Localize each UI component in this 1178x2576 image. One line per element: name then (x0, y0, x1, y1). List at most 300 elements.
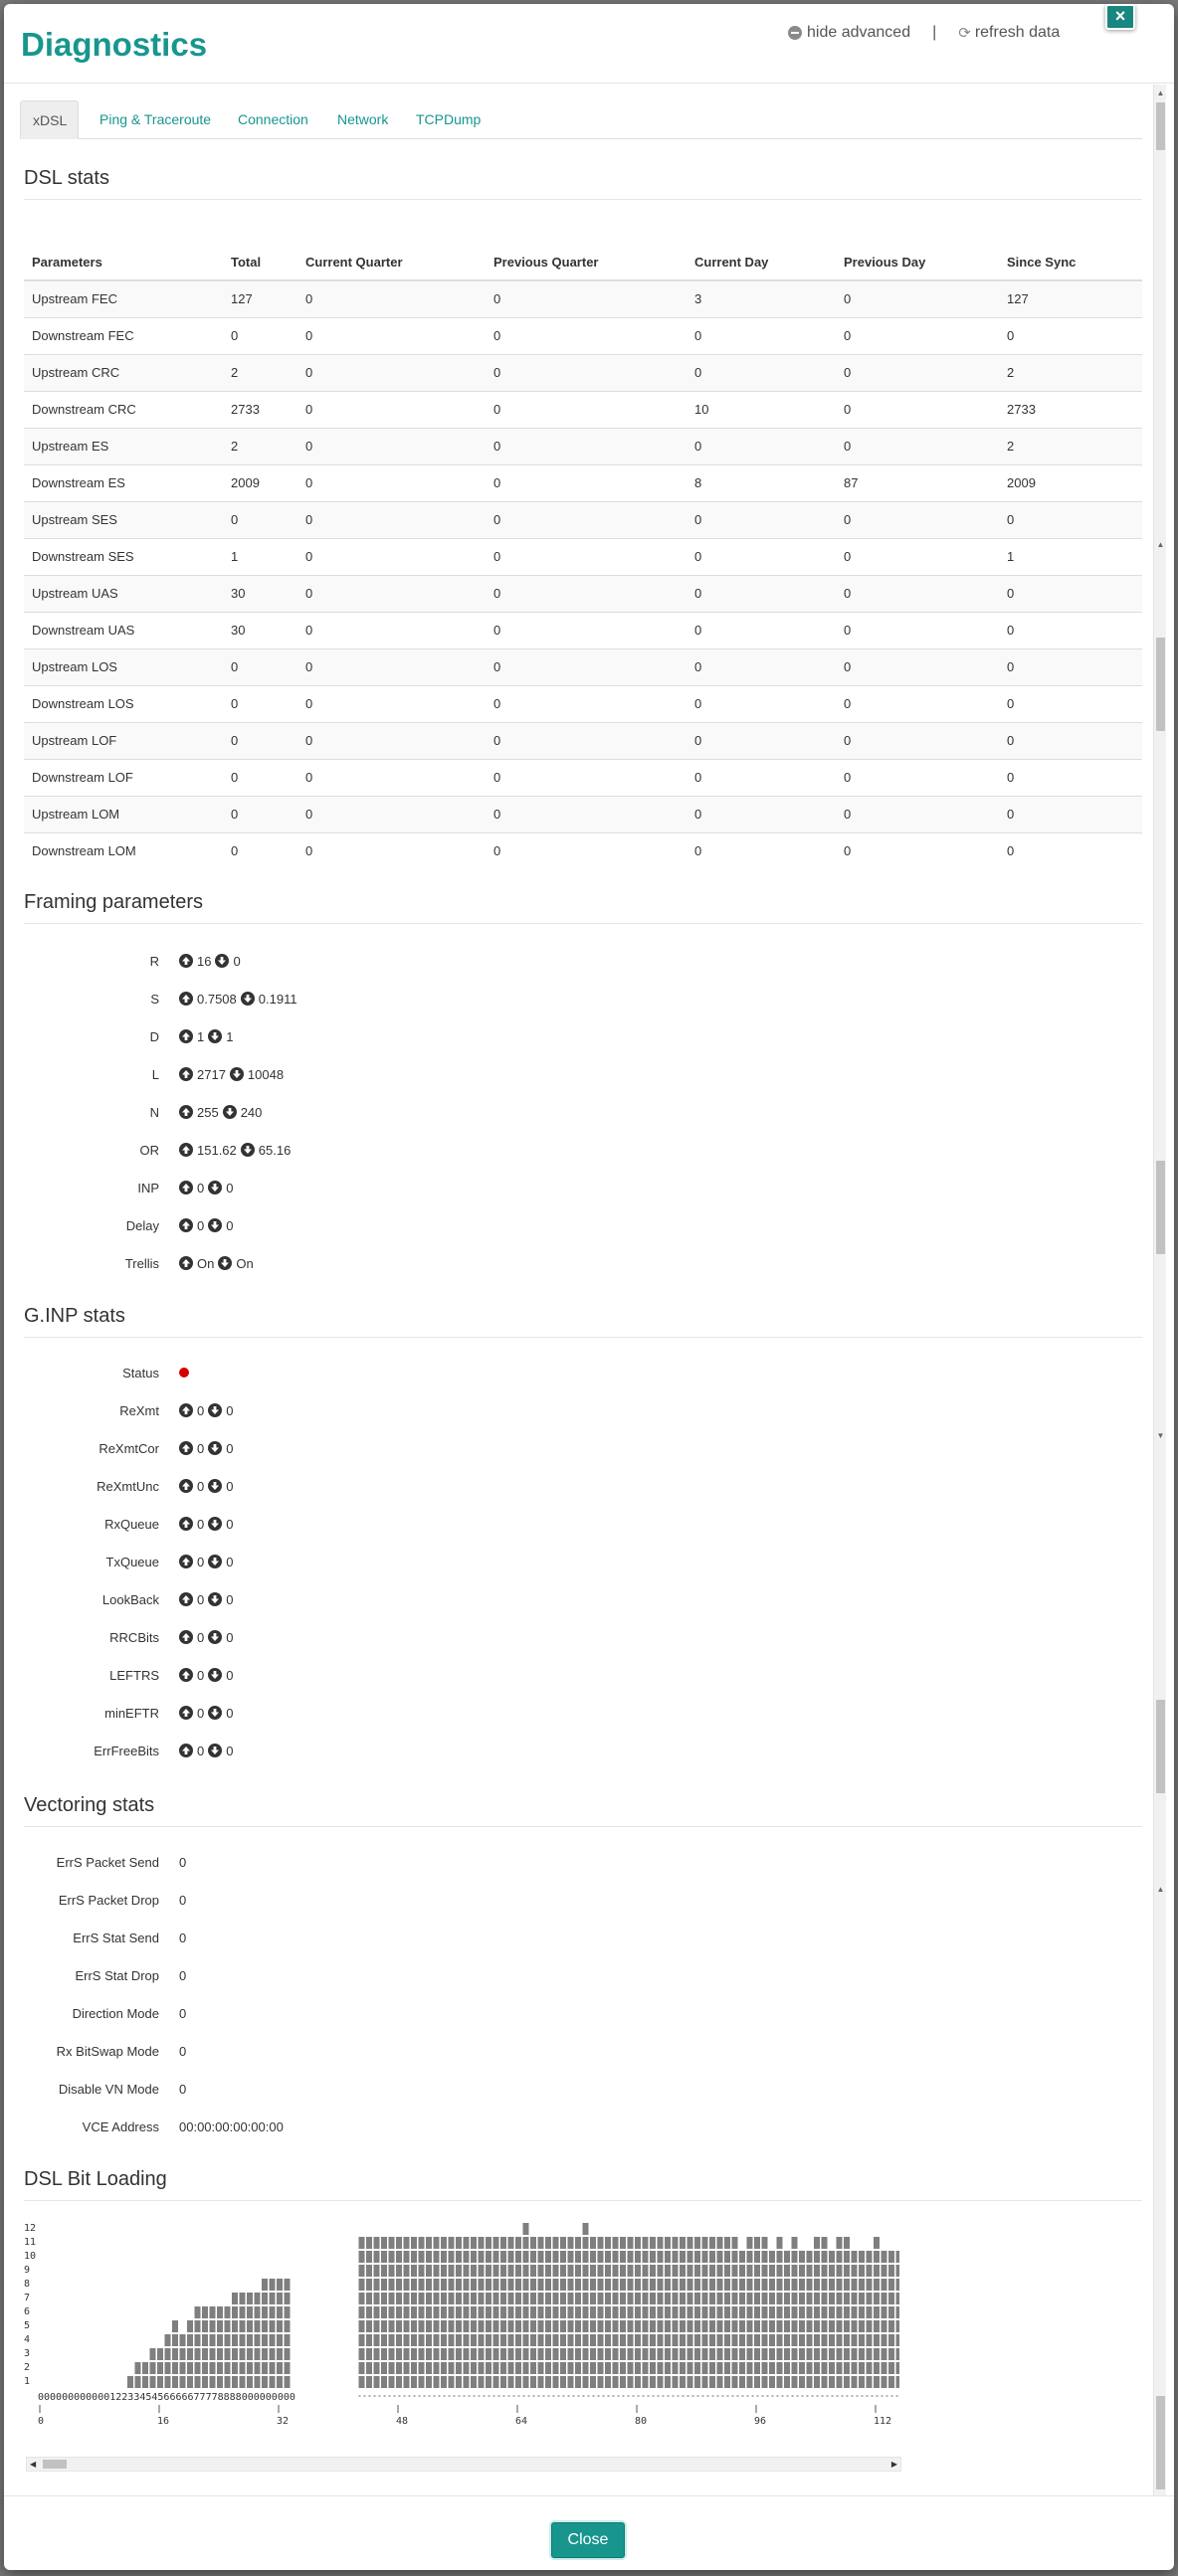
value-cell: 0 (486, 354, 687, 391)
parameter-name-cell: Downstream LOS (24, 685, 223, 722)
value-cell: 2 (223, 428, 297, 464)
value-cell: 0 (486, 832, 687, 869)
vectoring-value: 0 (179, 1930, 187, 1945)
arrow-up-circle-icon (179, 1630, 193, 1644)
value-cell: 0 (297, 722, 486, 759)
ginp-label: ReXmt (119, 1402, 159, 1418)
bit-loading-bar (852, 2251, 858, 2388)
ginp-row (20, 1589, 233, 1609)
value-cell: 0 (836, 648, 999, 685)
hide-advanced-link[interactable] (788, 24, 910, 42)
bit-loading-bar (157, 2348, 163, 2388)
downstream-value: 10048 (247, 1066, 285, 1082)
bit-loading-bar (747, 2237, 753, 2388)
bit-loading-bar (739, 2251, 745, 2388)
value-cell: 0 (486, 538, 687, 575)
value-cell: 0 (999, 317, 1142, 354)
y-tick-label: 11 (24, 2237, 37, 2248)
value-cell: 0 (223, 685, 297, 722)
arrow-up-circle-icon (179, 1029, 193, 1043)
x-tick-label: 48 (396, 2416, 409, 2427)
arrow-up-circle-icon (179, 1218, 193, 1232)
downstream-value: 0 (226, 1591, 234, 1607)
downstream-value: 0 (226, 1478, 234, 1494)
bit-loading-bar (217, 2306, 223, 2388)
arrow-up-circle-icon (179, 1555, 193, 1568)
value-cell: 0 (999, 759, 1142, 796)
value-cell: 0 (836, 722, 999, 759)
parameter-name-cell: Upstream SES (24, 501, 223, 538)
value-cell: 0 (223, 648, 297, 685)
ginp-row (20, 1627, 233, 1647)
vectoring-value: 0 (179, 1892, 187, 1908)
value-cell: 2 (223, 354, 297, 391)
framing-label: Delay (125, 1217, 159, 1233)
vectoring-label: Rx BitSwap Mode (56, 2043, 159, 2059)
bit-loading-bar (381, 2237, 387, 2388)
bit-loading-bar (605, 2237, 611, 2388)
framing-row (20, 1064, 284, 1084)
arrow-down-circle-icon (208, 1403, 222, 1417)
value-cell: 0 (999, 796, 1142, 832)
value-cell: 0 (486, 428, 687, 464)
value-cell: 0 (687, 722, 836, 759)
ginp-label: minEFTR (104, 1705, 159, 1721)
value-cell: 0 (297, 464, 486, 501)
bit-loading-bar (844, 2237, 850, 2388)
bit-loading-title: DSL Bit Loading (24, 2168, 167, 2190)
arrow-up-circle-icon (179, 1441, 193, 1455)
column-header: Parameters (24, 244, 223, 280)
bit-loading-bar (553, 2237, 559, 2388)
scroll-up-icon[interactable]: ▲ (1156, 1885, 1165, 1894)
vectoring-value: 0 (179, 2081, 187, 2097)
arrow-down-circle-icon (208, 1181, 222, 1195)
bit-loading-bar (628, 2237, 634, 2388)
arrow-up-circle-icon (179, 1256, 193, 1270)
arrow-up-circle-icon (179, 1105, 193, 1119)
parameter-name-cell: Upstream LOF (24, 722, 223, 759)
divider (24, 2200, 1142, 2201)
bit-loading-bar (665, 2237, 671, 2388)
parameter-name-cell: Downstream SES (24, 538, 223, 575)
value-cell: 0 (836, 685, 999, 722)
table-row (24, 317, 1142, 354)
bit-loading-bar (404, 2237, 410, 2388)
bit-loading-bar (165, 2334, 171, 2388)
tab-network[interactable]: Network (337, 111, 389, 127)
bit-loading-bar (396, 2237, 402, 2388)
bit-loading-bar (658, 2237, 664, 2388)
bit-loading-bar (792, 2237, 798, 2388)
bit-loading-bar (799, 2251, 805, 2388)
scroll-down-icon[interactable]: ▼ (1156, 1431, 1165, 1440)
bit-loading-bar (262, 2279, 268, 2388)
upstream-value: 2717 (197, 1066, 226, 1082)
upstream-value: 0 (197, 1554, 205, 1569)
scrollbar-thumb[interactable] (1156, 1161, 1165, 1254)
arrow-down-circle-icon (208, 1668, 222, 1682)
ginp-row (20, 1438, 233, 1458)
bit-loading-bar (500, 2237, 506, 2388)
vectoring-label: ErrS Packet Drop (58, 1892, 159, 1908)
downstream-value: 1 (226, 1028, 234, 1044)
table-row (24, 685, 1142, 722)
value-cell: 0 (687, 428, 836, 464)
bit-loading-bar (411, 2237, 417, 2388)
value-cell: 1 (999, 538, 1142, 575)
scroll-left-icon[interactable]: ◀ (30, 2460, 37, 2469)
scrollbar-thumb[interactable] (1156, 1700, 1165, 1793)
bit-loading-bar (732, 2237, 738, 2388)
value-cell: 0 (486, 685, 687, 722)
bit-loading-bar (449, 2237, 455, 2388)
value-cell: 0 (687, 612, 836, 648)
value-cell: 0 (297, 648, 486, 685)
bit-loading-bar (874, 2237, 880, 2388)
table-row (24, 612, 1142, 648)
upstream-value: 0 (197, 1217, 205, 1233)
column-header: Since Sync (999, 244, 1142, 280)
bit-loading-bar (359, 2237, 365, 2388)
value-cell: 0 (297, 575, 486, 612)
scrollbar-thumb[interactable] (43, 2460, 67, 2469)
downstream-value: 240 (240, 1104, 263, 1120)
x-tick-label: 80 (635, 2416, 648, 2427)
arrow-up-circle-icon (179, 1592, 193, 1606)
upstream-value: 0 (197, 1516, 205, 1532)
downstream-value: 0 (226, 1516, 234, 1532)
vectoring-title: Vectoring stats (24, 1794, 155, 1816)
bit-loading-bar (389, 2237, 395, 2388)
bit-loading-bar (769, 2251, 775, 2388)
vectoring-label: ErrS Stat Send (73, 1930, 159, 1945)
value-cell: 0 (486, 575, 687, 612)
upstream-value: 1 (197, 1028, 205, 1044)
scrollbar-thumb[interactable] (1156, 2396, 1165, 2489)
value-cell: 10 (687, 391, 836, 428)
bit-loading-bar (620, 2237, 626, 2388)
downstream-value: 0.1911 (258, 991, 297, 1007)
value-cell: 127 (223, 280, 297, 317)
value-cell: 0 (836, 501, 999, 538)
ginp-label: ErrFreeBits (94, 1743, 159, 1758)
arrow-down-circle-icon (241, 992, 255, 1006)
bit-loading-bar (598, 2237, 604, 2388)
upstream-value: On (197, 1255, 215, 1271)
bit-loading-bar (426, 2237, 432, 2388)
arrow-down-circle-icon (208, 1441, 222, 1455)
y-tick-label: 5 (24, 2320, 31, 2331)
bit-loading-bar (560, 2237, 566, 2388)
ginp-row (20, 1476, 233, 1496)
table-row (24, 759, 1142, 796)
ginp-status-label: Status (122, 1365, 159, 1380)
value-cell: 0 (297, 759, 486, 796)
ginp-label: LEFTRS (109, 1667, 159, 1683)
parameter-name-cell: Downstream FEC (24, 317, 223, 354)
value-cell: 0 (486, 501, 687, 538)
bit-loading-bar (523, 2223, 529, 2388)
value-cell: 8 (687, 464, 836, 501)
bit-loading-bar (680, 2237, 686, 2388)
tab-xdsl[interactable]: xDSL (20, 100, 79, 139)
bit-loading-bar (568, 2237, 574, 2388)
y-tick-label: 4 (24, 2334, 31, 2345)
value-cell: 0 (687, 648, 836, 685)
upstream-value: 0 (197, 1180, 205, 1196)
x-tick-label: 64 (515, 2416, 528, 2427)
bit-loading-bar (464, 2237, 470, 2388)
bit-loading-bar (859, 2251, 865, 2388)
upstream-value: 0 (197, 1440, 205, 1456)
bit-loading-bar (240, 2293, 246, 2388)
y-tick-label: 3 (24, 2348, 31, 2359)
bit-loading-bar (814, 2237, 820, 2388)
table-row (24, 722, 1142, 759)
vectoring-value: 0 (179, 1967, 187, 1983)
scroll-up-icon[interactable]: ▲ (1156, 89, 1165, 97)
ginp-label: LookBack (101, 1591, 159, 1607)
value-cell: 87 (836, 464, 999, 501)
ginp-label: ReXmtCor (98, 1440, 159, 1456)
vectoring-value: 0 (179, 2005, 187, 2021)
divider (24, 1826, 1142, 1827)
bit-loading-bar (142, 2362, 148, 2388)
divider (24, 1337, 1142, 1338)
bit-loading-bar (882, 2251, 887, 2388)
upstream-value: 0 (197, 1667, 205, 1683)
arrow-down-circle-icon (208, 1029, 222, 1043)
value-cell: 2009 (999, 464, 1142, 501)
value-cell: 2733 (223, 391, 297, 428)
bit-loading-bar (702, 2237, 708, 2388)
bit-loading-bar (434, 2237, 440, 2388)
bit-loading-bar (837, 2237, 843, 2388)
upstream-value: 16 (197, 953, 212, 969)
bit-loading-bar (643, 2237, 649, 2388)
bit-loading-bar (888, 2251, 894, 2388)
bit-loading-bar (486, 2237, 491, 2388)
tab-tcpdump[interactable]: TCPDump (416, 111, 482, 127)
downstream-value: 65.16 (258, 1142, 292, 1158)
framing-row (20, 1253, 254, 1273)
x-tick-label: 96 (754, 2416, 767, 2427)
modal-body (4, 85, 1174, 2495)
table-row (24, 391, 1142, 428)
table-row (24, 538, 1142, 575)
bit-loading-bar (210, 2306, 216, 2388)
value-cell: 0 (297, 612, 486, 648)
value-cell: 0 (999, 832, 1142, 869)
upstream-value: 0 (197, 1705, 205, 1721)
bit-loading-bar (366, 2237, 372, 2388)
tab-connection[interactable]: Connection (238, 111, 308, 127)
bit-loading-bar (822, 2237, 828, 2388)
value-cell: 0 (836, 832, 999, 869)
value-cell: 0 (486, 317, 687, 354)
chart-horizontal-scrollbar[interactable] (26, 2457, 901, 2472)
scroll-right-icon[interactable]: ▶ (890, 2460, 897, 2469)
value-cell: 2 (999, 428, 1142, 464)
value-cell: 0 (486, 612, 687, 648)
bit-loading-bar (538, 2237, 544, 2388)
value-cell: 0 (687, 832, 836, 869)
bit-loading-bar (583, 2223, 589, 2388)
value-cell: 0 (836, 759, 999, 796)
scrollbar-thumb[interactable] (1156, 638, 1165, 731)
bit-loading-bar (277, 2279, 283, 2388)
bit-loading-bar (232, 2293, 238, 2388)
value-cell: 0 (486, 722, 687, 759)
vectoring-row (20, 2116, 284, 2136)
y-tick-label: 12 (24, 2223, 37, 2234)
modal-footer (4, 2495, 1174, 2570)
vectoring-label: ErrS Packet Send (56, 1854, 159, 1870)
bit-loading-bar (270, 2279, 276, 2388)
value-cell: 0 (486, 759, 687, 796)
table-row (24, 464, 1142, 501)
bit-loading-bar (187, 2320, 193, 2388)
vectoring-label: Direction Mode (72, 2005, 159, 2021)
arrow-down-circle-icon (208, 1555, 222, 1568)
table-row (24, 648, 1142, 685)
value-cell: 0 (297, 354, 486, 391)
scrollbar-thumb[interactable] (1156, 102, 1165, 150)
ginp-label: ReXmtUnc (97, 1478, 159, 1494)
bit-loading-bar (724, 2237, 730, 2388)
bit-loading-bar (709, 2237, 715, 2388)
y-tick-label: 8 (24, 2279, 31, 2290)
framing-label: N (149, 1104, 159, 1120)
vectoring-row (20, 2079, 186, 2099)
value-cell: 0 (999, 501, 1142, 538)
header-separator: | (932, 24, 937, 41)
bit-loading-bar (255, 2293, 261, 2388)
bit-loading-bar (784, 2251, 790, 2388)
table-row (24, 354, 1142, 391)
value-cell: 0 (836, 317, 999, 354)
tab-ping-traceroute[interactable]: Ping & Traceroute (99, 111, 212, 127)
downstream-value: 0 (226, 1743, 234, 1758)
value-cell: 2733 (999, 391, 1142, 428)
bit-loading-bar (762, 2237, 768, 2388)
bit-loading-bar (717, 2237, 723, 2388)
value-cell: 30 (223, 575, 297, 612)
column-header: Current Day (687, 244, 836, 280)
value-cell: 0 (297, 428, 486, 464)
arrow-up-circle-icon (179, 1067, 193, 1081)
parameter-name-cell: Upstream LOS (24, 648, 223, 685)
ginp-row (20, 1741, 233, 1760)
arrow-up-circle-icon (179, 1143, 193, 1157)
close-button[interactable]: Close (551, 2522, 625, 2558)
framing-label: INP (137, 1180, 159, 1196)
vertical-scrollbar[interactable] (1153, 85, 1166, 2495)
y-tick-label: 6 (24, 2306, 31, 2317)
arrow-down-circle-icon (208, 1517, 222, 1531)
ginp-row (20, 1514, 233, 1534)
value-cell: 127 (999, 280, 1142, 317)
framing-label: S (150, 991, 159, 1007)
close-icon-button[interactable]: × (1105, 4, 1135, 30)
framing-row (20, 989, 297, 1009)
parameter-name-cell: Upstream LOM (24, 796, 223, 832)
arrow-up-circle-icon (179, 1517, 193, 1531)
value-cell: 0 (999, 575, 1142, 612)
downstream-value: 0 (226, 1554, 234, 1569)
refresh-data-link[interactable] (958, 24, 1060, 42)
value-cell: 0 (297, 832, 486, 869)
value-cell: 30 (223, 612, 297, 648)
value-cell: 0 (486, 464, 687, 501)
table-row (24, 796, 1142, 832)
bit-loading-bar (247, 2293, 253, 2388)
bit-loading-bar (180, 2334, 186, 2388)
vectoring-value: 0 (179, 2043, 187, 2059)
ginp-label: RxQueue (104, 1516, 159, 1532)
arrow-down-circle-icon (208, 1630, 222, 1644)
parameter-name-cell: Downstream LOF (24, 759, 223, 796)
modal-header (4, 4, 1174, 84)
dsl-stats-table (24, 244, 1142, 869)
value-cell: 0 (223, 832, 297, 869)
table-header-row (24, 244, 1142, 280)
value-cell: 0 (486, 796, 687, 832)
upstream-value: 0 (197, 1743, 205, 1758)
arrow-down-circle-icon (208, 1744, 222, 1757)
upstream-value: 0 (197, 1591, 205, 1607)
bit-loading-bar (673, 2237, 679, 2388)
downstream-value: 0 (226, 1402, 234, 1418)
value-cell: 0 (297, 501, 486, 538)
y-tick-label: 9 (24, 2265, 31, 2276)
bit-loading-bar (225, 2306, 231, 2388)
value-cell: 0 (223, 759, 297, 796)
bit-loading-bar (456, 2237, 462, 2388)
bit-loading-bar (127, 2376, 133, 2388)
value-cell: 0 (223, 796, 297, 832)
parameter-name-cell: Upstream FEC (24, 280, 223, 317)
bit-loading-bar (508, 2237, 514, 2388)
scroll-up-icon[interactable]: ▲ (1156, 540, 1165, 549)
bit-loading-chart (24, 2221, 899, 2428)
bit-loading-bar (590, 2237, 596, 2388)
framing-row (20, 951, 241, 971)
bit-loading-bar (635, 2237, 641, 2388)
table-row (24, 832, 1142, 869)
y-tick-label: 1 (24, 2376, 31, 2387)
bit-loading-bar (135, 2362, 141, 2388)
column-header: Current Quarter (297, 244, 486, 280)
ginp-label: RRCBits (109, 1629, 159, 1645)
downstream-value: 0 (226, 1705, 234, 1721)
upstream-value: 255 (197, 1104, 219, 1120)
table-row (24, 428, 1142, 464)
bit-loading-bar (441, 2237, 447, 2388)
arrow-up-circle-icon (179, 954, 193, 968)
vectoring-row (20, 1928, 186, 1947)
value-cell: 0 (999, 612, 1142, 648)
value-cell: 0 (836, 796, 999, 832)
bit-loading-bar (285, 2279, 291, 2388)
status-indicator-icon (179, 1368, 189, 1378)
table-row (24, 501, 1142, 538)
value-cell: 2009 (223, 464, 297, 501)
arrow-down-circle-icon (230, 1067, 244, 1081)
minus-circle-icon (788, 26, 802, 40)
bit-loading-bar (754, 2237, 760, 2388)
